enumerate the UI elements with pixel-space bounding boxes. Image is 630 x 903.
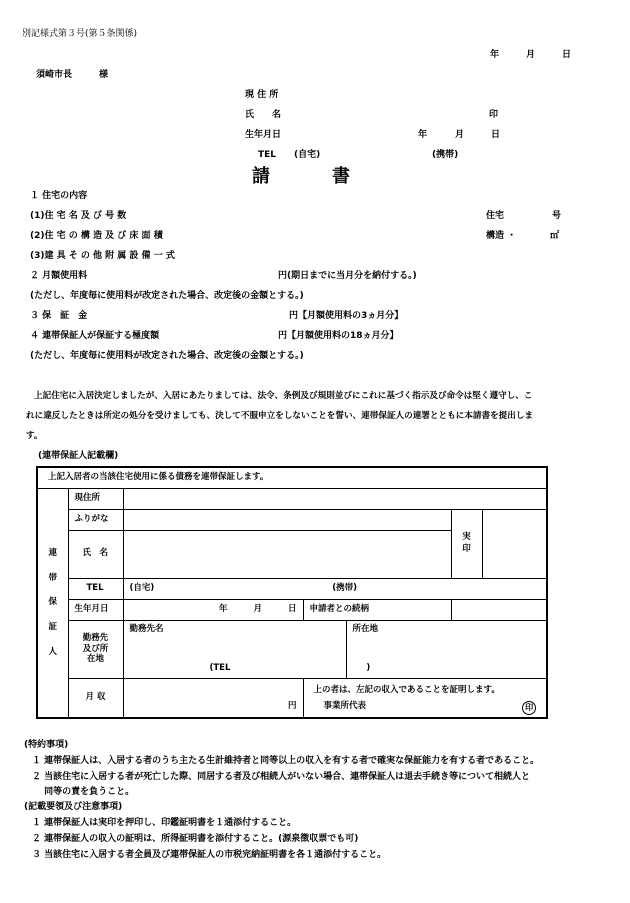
guarantor-address-field[interactable] — [123, 488, 547, 509]
special-heading: (特約事項) — [24, 740, 69, 750]
guarantor-name-label: 氏 名 — [68, 530, 123, 578]
section4-label: ４ 連帯保証人が保証する極度額 — [30, 331, 160, 341]
section1-item3: (3)建 具 そ の 他 附 属 設 備 一 式 — [30, 251, 175, 261]
guarantor-furigana-label: ふりがな — [68, 509, 123, 530]
date-year: 年 — [490, 50, 500, 60]
section4-value: 円【月額使用料の18ヵ月分】 — [278, 331, 399, 341]
applicant-birth-day: 日 — [491, 130, 501, 140]
section3-value: 円【月額使用料の3ヵ月分】 — [289, 311, 404, 321]
section1-item2-area-unit: ㎡ — [550, 231, 560, 241]
guarantor-work-tel-open: (TEL — [209, 662, 231, 673]
applicant-tel-mobile: (携帯) — [432, 150, 459, 160]
body-line-2: れに違反したときは所定の処分を受けましても、決して不服申立をしないことを誓い、連帯保証人の連署とともに本請書を提出しま — [26, 411, 534, 421]
guarantor-work-location[interactable]: 所在地 — [346, 620, 547, 678]
notes-item-3: ３ 当該住宅に入居する者全員及び連帯保証人の市税完納証明書を各１通添付すること。 — [32, 850, 387, 860]
notes-item-2: ２ 連帯保証人の収入の証明は、所得証明書を添付すること。(源泉徴収票でも可) — [32, 834, 359, 844]
guarantor-seal-label: 実印 — [451, 509, 482, 578]
applicant-seal: 印 — [489, 110, 499, 120]
guarantor-birth-label: 生年月日 — [68, 599, 123, 620]
special-item-2-cont: 同等の責を負うこと。 — [32, 787, 135, 797]
form-label: 別記様式第３号(第５条関係) — [22, 29, 138, 39]
guarantor-address-label: 現住所 — [68, 488, 123, 509]
applicant-name-label: 氏 名 — [245, 110, 282, 120]
applicant-tel-label: TEL — [258, 150, 277, 160]
guarantor-income-label: 月 収 — [68, 678, 123, 718]
applicant-tel-home: (自宅) — [294, 150, 321, 160]
guarantor-work-label: 勤務先及び所在地 — [68, 620, 123, 678]
page-title: 請 書 — [252, 166, 352, 187]
section1-item1-number: 号 — [552, 211, 562, 221]
guarantor-seal-field[interactable] — [482, 509, 547, 578]
applicant-birth-year: 年 — [418, 130, 428, 140]
guarantor-certification — [303, 678, 547, 718]
guarantor-income-field[interactable]: 円 — [123, 678, 303, 718]
applicant-birth-month: 月 — [455, 130, 465, 140]
section2-label: ２ 月額使用料 — [30, 271, 88, 281]
section1-item2: (2)住 宅 の 構 造 及 び 床 面 積 — [30, 231, 163, 241]
guarantor-furigana-field[interactable] — [123, 509, 451, 530]
special-item-2: ２ 当該住宅に入居する者が死亡した際、同居する者及び相続人がいない場合、連帯保証人は退去手続き等について相続人と — [32, 772, 530, 782]
applicant-birth-label: 生年月日 — [245, 130, 282, 140]
guarantor-certify-text: 上の者は、左記の収入であることを証明します。 — [313, 684, 500, 695]
section2-value: 円(期日までに当月分を納付する。) — [278, 271, 417, 281]
addressee: 須崎市長 様 — [36, 70, 109, 80]
employer-seal-icon: 印 — [522, 701, 536, 715]
date-day: 日 — [562, 50, 572, 60]
guarantor-tel-field[interactable] — [123, 578, 547, 599]
guarantor-relation-field[interactable] — [451, 599, 547, 620]
guarantor-side-label: 連帯保証人 — [37, 488, 68, 718]
body-line-1: 上記住宅に入居決定しましたが、入居にあたりましては、法令、条例及び規則並びにこれに基づく指示及び命令は堅く遵守し、こ — [34, 391, 533, 401]
guarantor-name-field[interactable] — [123, 530, 451, 578]
guarantor-birth-field[interactable]: 年 月 日 — [123, 599, 303, 620]
special-item-1: １ 連帯保証人は、入居する者のうち主たる生計維持者と同等以上の収入を有する者で確実な保証能力を有する者であること。 — [32, 756, 540, 766]
section2-note: (ただし、年度毎に使用料が改定された場合、改定後の金額とする。) — [30, 291, 304, 301]
guarantor-tel-mobile: (携帯) — [332, 582, 358, 593]
guarantor-caption: (連帯保証人記載欄) — [38, 451, 119, 461]
section4-note: (ただし、年度毎に使用料が改定された場合、改定後の金額とする。) — [30, 351, 304, 361]
guarantor-work-tel-close: ) — [366, 662, 371, 673]
section3-label: ３ 保 証 金 — [30, 311, 88, 321]
notes-heading: (記載要領及び注意事項) — [24, 802, 123, 812]
notes-item-1: １ 連帯保証人は実印を押印し、印鑑証明書を１通添付すること。 — [32, 818, 297, 828]
section1-item2-structure: 構造 ・ — [486, 231, 517, 241]
section1-item1: (1)住 宅 名 及 び 号 数 — [30, 211, 127, 221]
applicant-address-label: 現 住 所 — [245, 90, 279, 100]
guarantor-work-name-label: 勤務先名 — [129, 623, 164, 634]
guarantor-relation-label: 申請者との続柄 — [303, 599, 451, 620]
guarantor-table — [36, 466, 548, 719]
date-month: 月 — [526, 50, 536, 60]
section1-item1-house: 住宅 — [486, 211, 505, 221]
body-line-3: す。 — [26, 431, 43, 441]
guarantor-tel-home: (自宅) — [129, 582, 155, 593]
section1-heading: １ 住宅の内容 — [30, 191, 88, 201]
guarantor-header: 上記入居者の当該住宅使用に係る債務を連帯保証します。 — [37, 467, 547, 488]
guarantor-tel-label: TEL — [68, 578, 123, 599]
guarantor-employer-label: 事業所代表 — [323, 700, 367, 711]
